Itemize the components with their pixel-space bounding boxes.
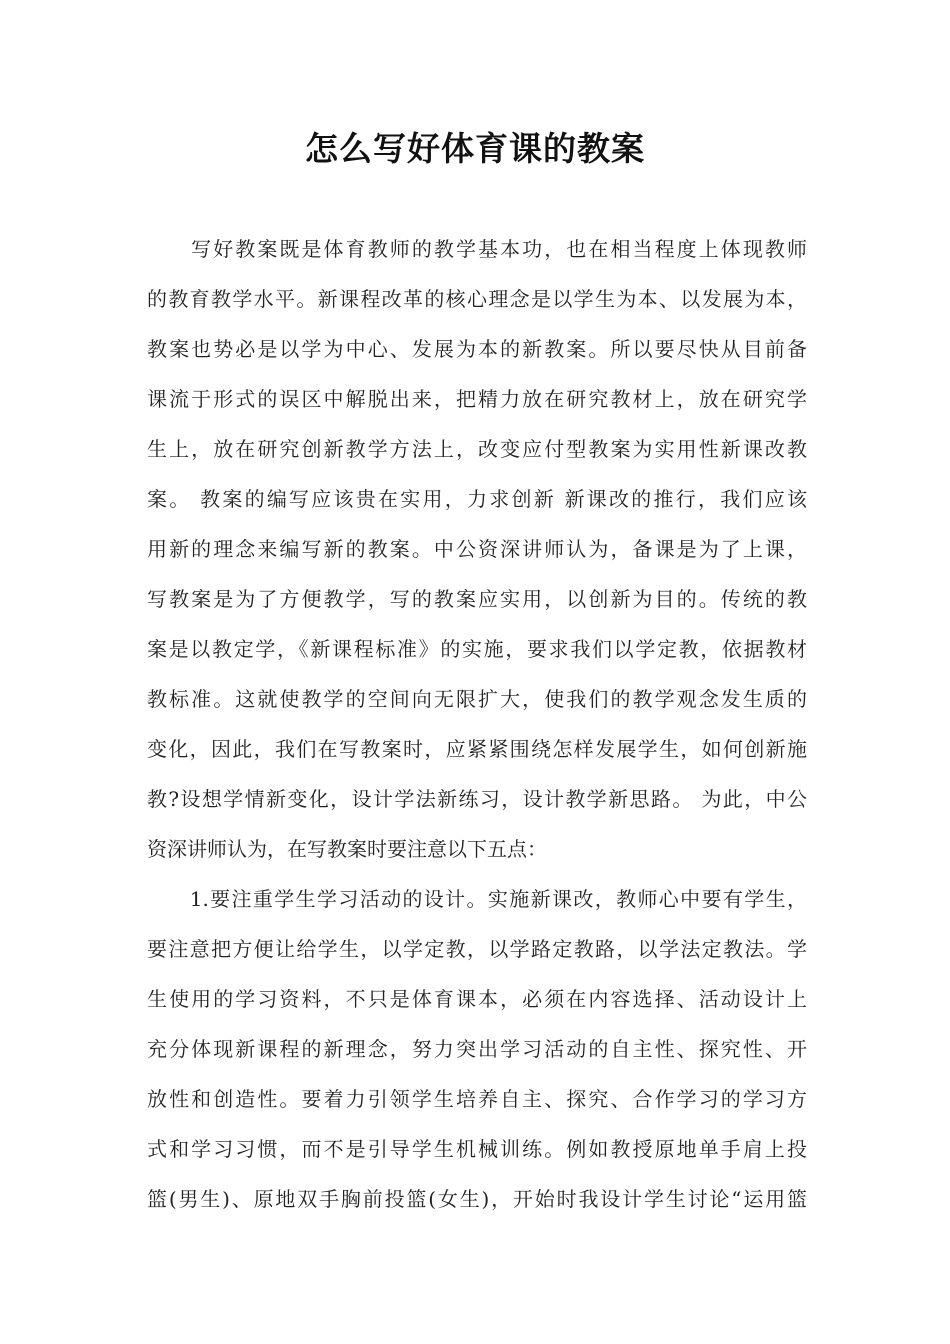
body-line: 要注意把方便让给学生，以学定教，以学路定教路，以学法定教法。学 <box>147 937 807 961</box>
body-line: 生使用的学习资料，不只是体育课本，必须在内容选择、活动设计上 <box>147 987 807 1011</box>
body-line: 教案也势必是以学为中心、发展为本的新教案。所以要尽快从目前备 <box>147 337 807 361</box>
body-line: 充分体现新课程的新理念，努力突出学习活动的自主性、探究性、开 <box>147 1037 807 1061</box>
body-line: 教标准。这就使教学的空间向无限扩大，使我们的教学观念发生质的 <box>147 687 807 711</box>
body-line: 案是以教定学，《新课程标准》的实施，要求我们以学定教，依据教材 <box>147 637 807 661</box>
document-body <box>147 232 807 1232</box>
body-line: 篮(男生)、原地双手胸前投篮(女生)，开始时我设计学生讨论“运用篮 <box>147 1187 807 1211</box>
body-line: 生上，放在研究创新教学方法上，改变应付型教案为实用性新课改教 <box>147 437 807 461</box>
body-line: 用新的理念来编写新的教案。中公资深讲师认为，备课是为了上课， <box>147 537 807 561</box>
body-line: 教?设想学情新变化，设计学法新练习，设计教学新思路。 为此，中公 <box>147 787 807 811</box>
body-line: 资深讲师认为，在写教案时要注意以下五点： <box>147 837 547 861</box>
body-line: 写教案是为了方便教学，写的教案应实用，以创新为目的。传统的教 <box>147 587 807 611</box>
body-line: 放性和创造性。要着力引领学生培养自主、探究、合作学习的学习方 <box>147 1087 807 1111</box>
body-line: 课流于形式的误区中解脱出来，把精力放在研究教材上，放在研究学 <box>147 387 807 411</box>
body-line: 写好教案既是体育教师的教学基本功，也在相当程度上体现教师 <box>147 237 807 261</box>
body-line: 1.要注重学生学习活动的设计。实施新课改，教师心中要有学生， <box>147 887 807 911</box>
body-line: 案。 教案的编写应该贵在实用，力求创新 新课改的推行，我们应该 <box>147 487 807 511</box>
document-title: 怎么写好体育课的教案 <box>305 129 645 168</box>
body-line: 的教育教学水平。新课程改革的核心理念是以学生为本、以发展为本， <box>147 287 807 311</box>
body-line: 式和学习习惯，而不是引导学生机械训练。例如教授原地单手肩上投 <box>147 1137 807 1161</box>
body-line: 变化，因此，我们在写教案时，应紧紧围绕怎样发展学生，如何创新施 <box>147 737 807 761</box>
